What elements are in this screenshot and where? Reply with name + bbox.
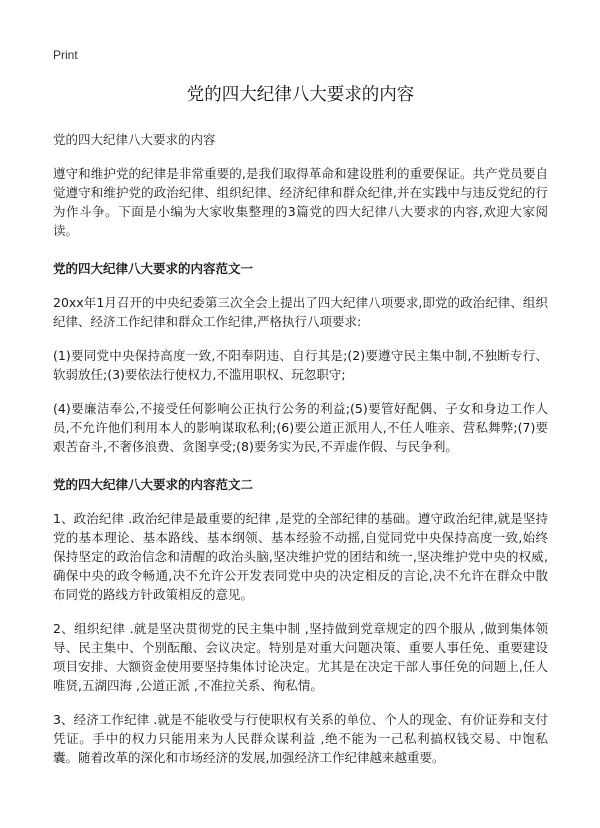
document-subtitle: 党的四大纪律八大要求的内容	[53, 132, 216, 147]
section-2-heading: 党的四大纪律八大要求的内容范文二	[53, 477, 254, 492]
section-2-paragraph-2: 2、组织纪律 .就是坚决贯彻党的民主集中制 ,坚持做到党章规定的四个服从 ,做到集体领导、民主集中、个别酝酿、会议决定。特别是对重大问题决策、重要人事任免、重要建设项目安排、大额资金使用要坚持集体讨论决定。尤其是在决定干部人事任免的问题上,任人唯贤,五湖四海 ,公道正派 ,不准拉关系、徇私情。	[53, 621, 548, 693]
spacer	[53, 695, 548, 710]
print-link[interactable]: Print	[53, 48, 78, 62]
spacer	[53, 384, 548, 399]
section-2-paragraph-1: 1、政治纪律 .政治纪律是最重要的纪律 ,是党的全部纪律的基础。遵守政治纪律,就是坚持党的基本理论、基本路线、基本纲领、基本经验不动摇,自觉同党中央保持高度一致,始终保持坚定的政治信念和清醒的政治头脑,坚决维护党的团结和统一,坚决维护党中央的权威,确保中央的政令畅通,决不允许公开发表同党中央的决定相反的言论,决不允许在群众中散布同党的路线方针政策相反的意见。	[53, 511, 548, 602]
section-2-paragraph-3: 3、经济工作纪律 .就是不能收受与行使职权有关系的单位、个人的现金、有价证券和支付凭证。手中的权力只能用来为人民群众谋利益 ,绝不能为一己私利搞权钱交易、中饱私囊。随着改革的深化和市场经济的发展,加强经济工作纪律越来越重要。	[53, 712, 548, 765]
spacer	[53, 278, 548, 293]
spacer	[53, 494, 548, 509]
spacer	[53, 604, 548, 619]
section-1-paragraph-1: 20xx年1月召开的中央纪委第三次全会上提出了四大纪律八项要求,即党的政治纪律、组织纪律、经济工作纪律和群众工作纪律,严格执行八项要求:	[53, 295, 548, 329]
page-title: 党的四大纪律八大要求的内容	[186, 85, 415, 105]
section-1-heading: 党的四大纪律八大要求的内容范文一	[53, 261, 254, 276]
intro-paragraph: 遵守和维护党的纪律是非常重要的,是我们取得革命和建设胜利的重要保证。共产党员要自觉遵守和维护党的政治纪律、组织纪律、经济纪律和群众纪律,并在实践中与违反党纪的行为作斗争。下面是小编为大家收集整理的3篇党的四大纪律八大要求的内容,欢迎大家阅读。	[53, 166, 548, 238]
spacer	[53, 240, 548, 260]
spacer	[53, 149, 548, 164]
section-1-paragraph-3: (4)要廉洁奉公,不接受任何影响公正执行公务的利益;(5)要管好配偶、子女和身边工作人员,不允许他们利用本人的影响谋取私利;(6)要公道正派用人,不任人唯亲、营私舞弊;(7)要艰苦奋斗,不奢侈浪费、贪图享受;(8)要务实为民,不弄虚作假、与民争利。	[53, 401, 548, 454]
section-1-paragraph-2: (1)要同党中央保持高度一致,不阳奉阴违、自行其是;(2)要遵守民主集中制,不独断专行、软弱放任;(3)要依法行使权力,不滥用职权、玩忽职守;	[53, 348, 548, 382]
spacer	[53, 331, 548, 346]
spacer	[53, 456, 548, 476]
